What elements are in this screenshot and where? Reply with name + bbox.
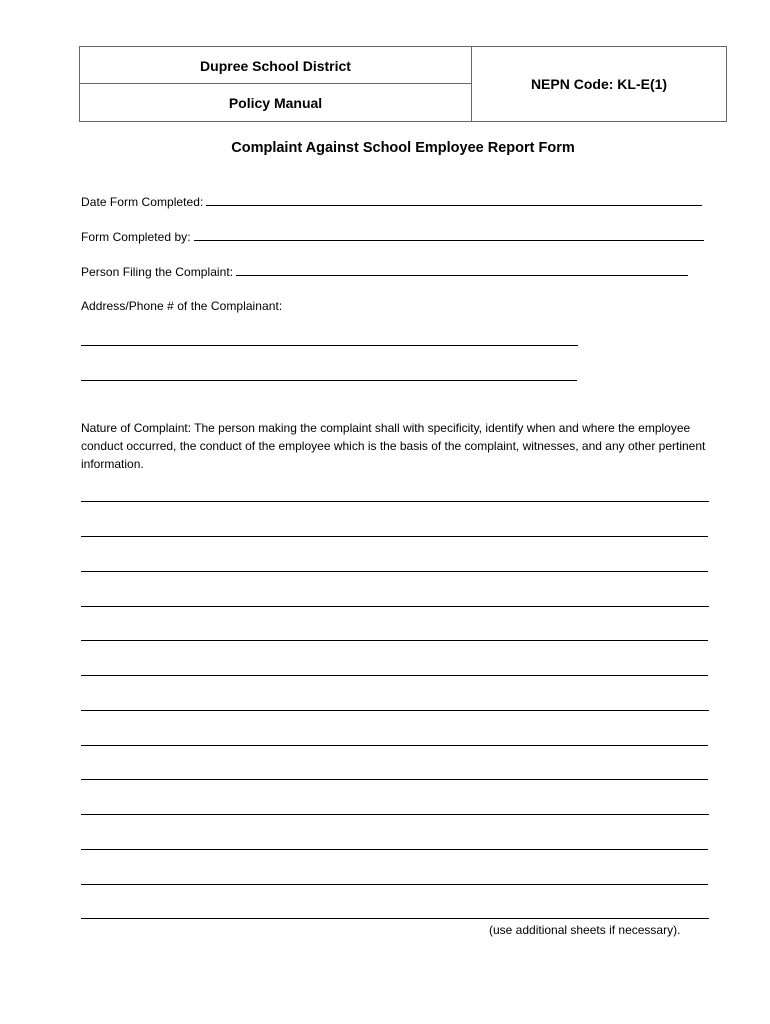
complaint-line[interactable]	[81, 501, 709, 502]
date-completed-line[interactable]	[206, 195, 702, 206]
complaint-line[interactable]	[81, 814, 709, 815]
complaint-line[interactable]	[81, 849, 708, 850]
completed-by-field	[81, 230, 704, 244]
person-filing-field	[81, 265, 688, 279]
complaint-line[interactable]	[81, 745, 708, 746]
completed-by-label: Form Completed by:	[81, 230, 191, 244]
form-title: Complaint Against School Employee Report Form	[231, 140, 575, 156]
address-line[interactable]	[81, 345, 578, 346]
date-completed-label: Date Form Completed:	[81, 195, 204, 209]
nature-of-complaint-text: Nature of Complaint: The person making the complaint shall with specificity, identify when and where the employee conduct occurred, the conduct of the employee which is the basis of the complaint, witnesses, and any other pertinent information.	[81, 421, 706, 471]
address-line[interactable]	[81, 380, 577, 381]
complaint-line[interactable]	[81, 640, 708, 641]
complaint-line[interactable]	[81, 606, 709, 607]
complaint-line[interactable]	[81, 918, 709, 919]
completed-by-line[interactable]	[194, 230, 704, 241]
nepn-code: NEPN Code: KL-E(1)	[530, 76, 668, 92]
complaint-line[interactable]	[81, 536, 708, 537]
complaint-line[interactable]	[81, 779, 708, 780]
complaint-line[interactable]	[81, 710, 709, 711]
address-phone-label: Address/Phone # of the Complainant:	[81, 299, 283, 313]
complaint-line[interactable]	[81, 884, 708, 885]
person-filing-line[interactable]	[236, 265, 688, 276]
header-left-column	[80, 47, 472, 121]
policy-manual-label: Policy Manual	[228, 95, 323, 111]
date-completed-field	[81, 195, 702, 209]
person-filing-label: Person Filing the Complaint:	[81, 265, 234, 279]
district-name: Dupree School District	[80, 47, 471, 84]
complaint-line[interactable]	[81, 675, 708, 676]
complaint-line[interactable]	[81, 571, 708, 572]
header-table	[79, 46, 727, 122]
additional-sheets-note: (use additional sheets if necessary).	[489, 923, 681, 937]
